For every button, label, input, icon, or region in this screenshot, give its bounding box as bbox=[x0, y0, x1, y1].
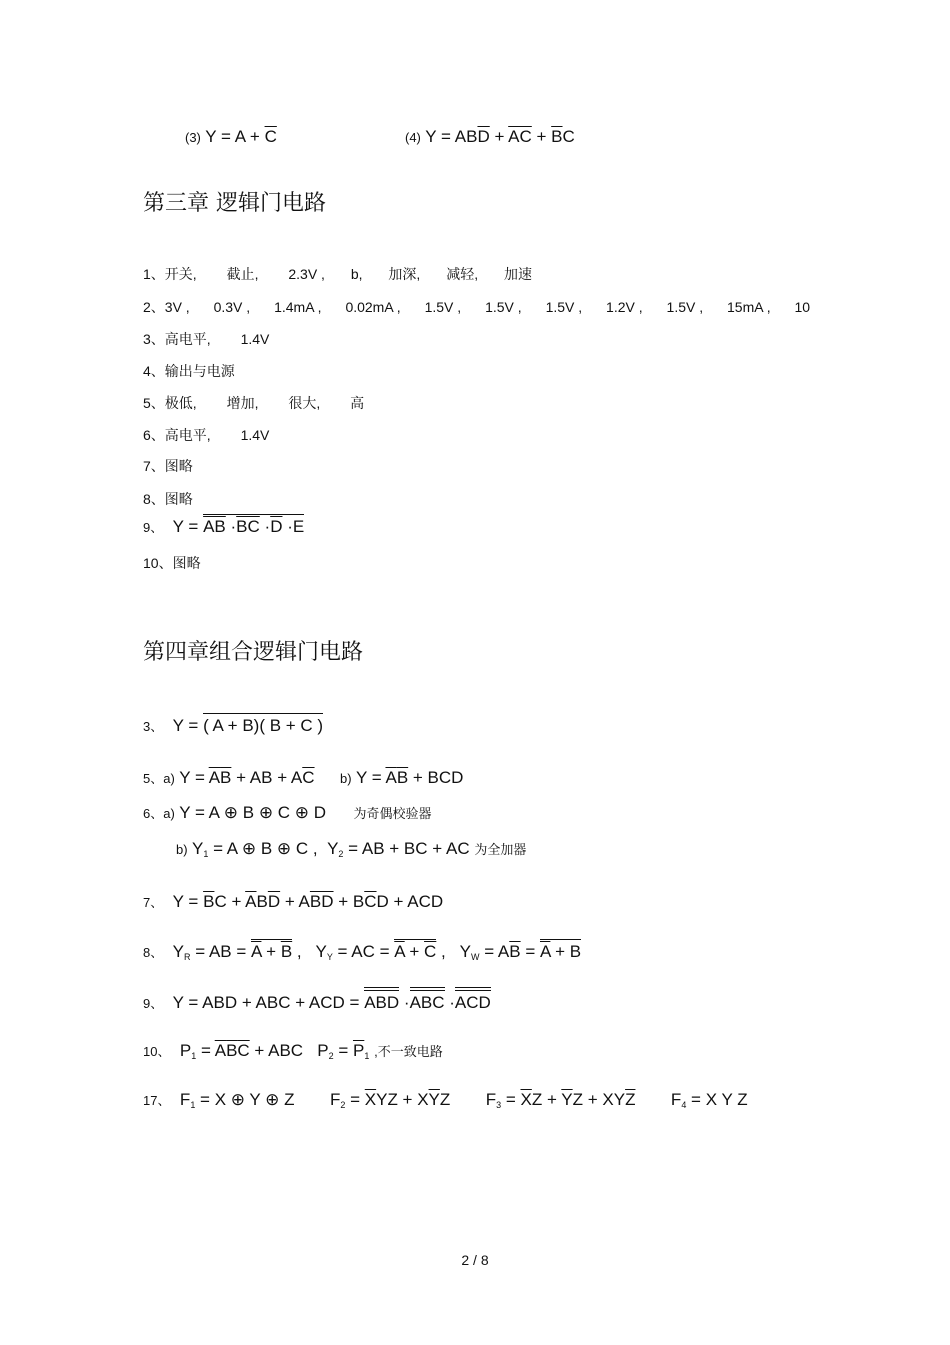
answer-2: 2、3V , 0.3V , 1.4mA , 0.02mA , 1.5V , 1.5V , 1.5V , 1.2V , 1.5V , 15mA , 10 bbox=[143, 299, 811, 315]
page-number: 2 / 8 bbox=[461, 1252, 489, 1268]
answer-10: 10、图略 bbox=[143, 555, 201, 571]
answer-9: 9、 $Y = \overline{AB} \cdot\overline{BC} \cdot\overline{D} \cdot E$ bbox=[143, 517, 305, 536]
answer-4: 4、输出与电源 bbox=[143, 363, 235, 379]
equation-3: (3) $Y = A + \overline{C}$ bbox=[185, 127, 277, 146]
answer-7: 7、图略 bbox=[143, 458, 193, 474]
answer-8: 8、图略 bbox=[143, 491, 193, 507]
answer-1: 1、开关, 截止, 2.3V , b, 加深, 减轻, 加速 bbox=[143, 266, 532, 282]
question-6a: 6、a) Y = A ⊕ B ⊕ C ⊕ D 为奇偶校验器 bbox=[143, 803, 432, 822]
answer-6: 6、高电平, 1.4V bbox=[143, 427, 270, 443]
chapter-4-title: 第四章组合逻辑门电路 bbox=[143, 640, 364, 665]
question-6b: b) $Y_1 = A$ ⊕ B ⊕ C , $Y_2$ = AB + BC + AC 为全加器 bbox=[176, 839, 527, 859]
answer-3: 3、高电平, 1.4V bbox=[143, 331, 270, 347]
chapter-3-title: 第三章 逻辑门电路 bbox=[143, 191, 326, 216]
question-8: 8、 $Y_R$ = AB = $\overline{A} + \overline{B}$ , $Y_Y$ = AC = $\overline{A} + \overline{C}$ , $Y_W = A\overline{B} = \overline{A} + B$ bbox=[143, 942, 582, 962]
question-9: 9、 Y = ABD + ABC + ACD = ABD ·ABC ·ACD bbox=[143, 993, 491, 1012]
question-17: 17、 $F_1 = X$ ⊕ Y ⊕ Z $F_2 = \overline{X}YZ + X\overline{Y}Z$ $F_3 = \overline{X}Z + \overline{Y}Z + XY\overline{Z}$ $F_4 = X$ Y Z bbox=[143, 1090, 748, 1110]
question-3: 3、 Y = ( A + B)( B + C ) bbox=[143, 716, 324, 735]
answer-5: 5、极低, 增加, 很大, 高 bbox=[143, 395, 365, 411]
equation-number: (3) bbox=[185, 130, 201, 145]
question-10: 10、 $P_1 = \overline{A}\overline{B}\overline{C}$ + ABC $P_2 = \overline{P}_1$ ,不一致电路 bbox=[143, 1041, 443, 1061]
equation-4: (4) $Y = AB\overline{D} + \overline{AC} + \overline{B}C$ bbox=[405, 127, 575, 146]
question-5: 5、a) $Y = \overline{A}\overline{B}$ + AB + $A\overline{C}$ b) $Y = \overline{A}\overline{B}$ + BCD bbox=[143, 768, 464, 787]
question-7: 7、 $Y = \overline{B}C + \overline{A}B\overline{D} + A\overline{BD} + B\overline{C}D$ + ACD bbox=[143, 892, 444, 911]
equation-number: (4) bbox=[405, 130, 421, 145]
